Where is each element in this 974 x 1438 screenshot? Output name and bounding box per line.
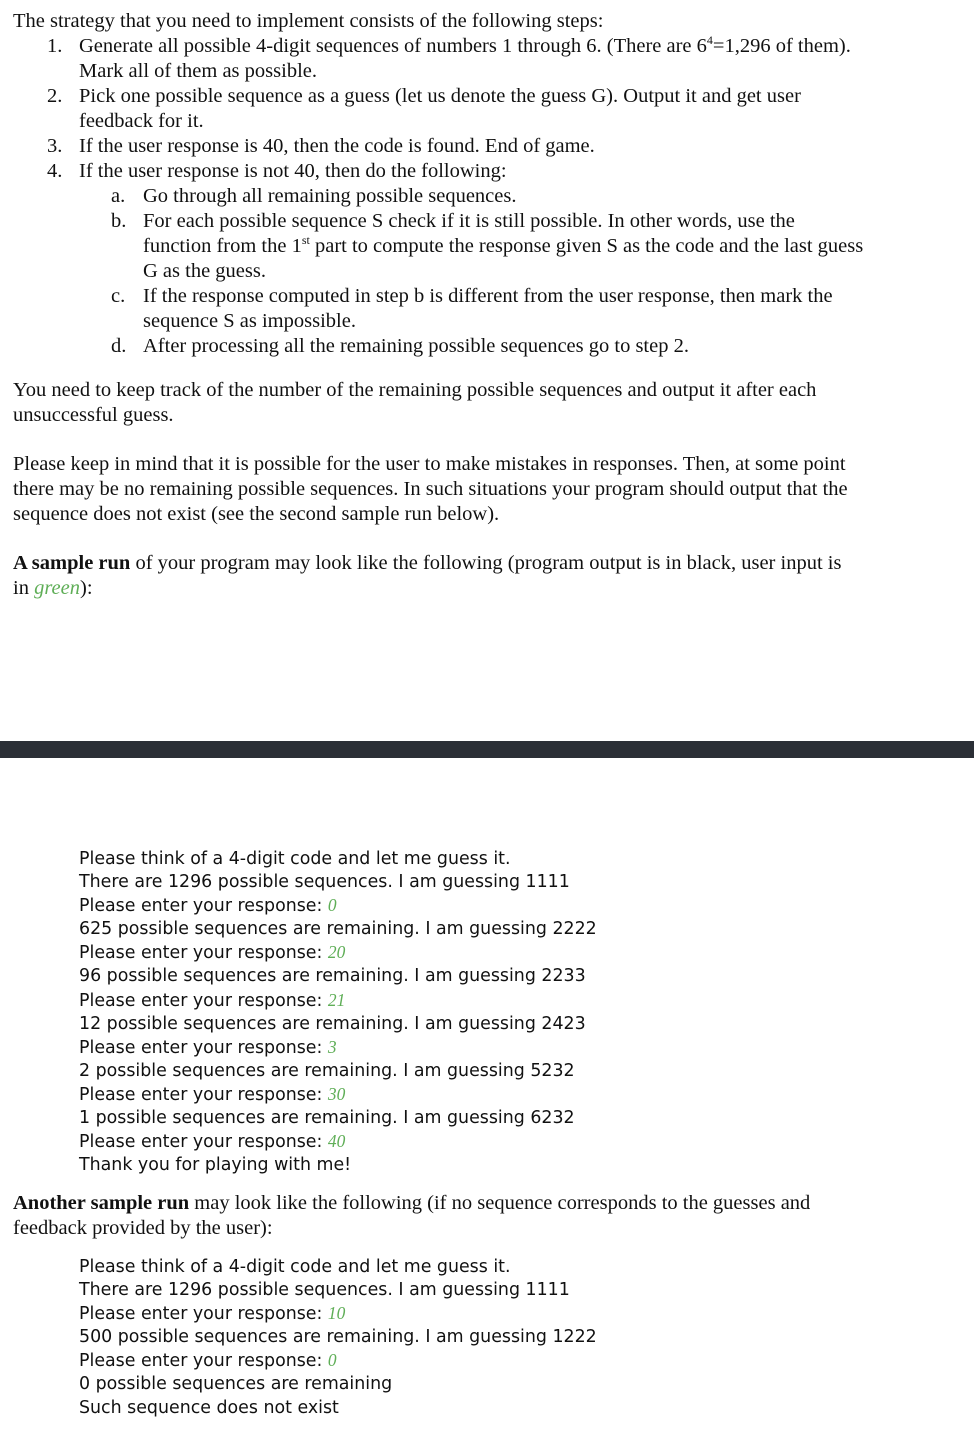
step-1-line-1: Generate all possible 4-digit sequences of numbers 1 through 6. (There are $6^4=1,296$ of them). — [79, 33, 851, 57]
user-input: 20 — [327, 942, 346, 963]
program-output: There are 1296 possible sequences. I am guessing 1111 — [79, 872, 570, 893]
substep-marker: d. — [111, 335, 127, 357]
substep-c-line-2: sequence S as impossible. — [143, 310, 356, 332]
step-marker: 4. — [47, 160, 63, 182]
paragraph-tracking-line-2: unsuccessful guess. — [13, 404, 174, 426]
substep-marker: b. — [111, 210, 127, 232]
transcript-line — [79, 1302, 597, 1326]
transcript-line — [79, 918, 597, 941]
transcript-line — [79, 894, 597, 918]
program-output: 1 possible sequences are remaining. I am guessing 6232 — [79, 1108, 575, 1129]
step-2-line-2: feedback for it. — [79, 110, 204, 132]
step-4-line-1: If the user response is not 40, then do the following: — [79, 160, 507, 182]
transcript-line — [79, 1256, 597, 1279]
paragraph-mistakes-line-1: Please keep in mind that it is possible for the user to make mistakes in responses. Then, at some point — [13, 453, 846, 475]
program-output: Please enter your response: — [79, 943, 328, 964]
transcript-line — [79, 1279, 597, 1302]
program-output: Please enter your response: — [79, 990, 328, 1011]
program-output: Thank you for playing with me! — [79, 1155, 352, 1176]
sample-run-heading-line-2: in green): — [13, 577, 93, 599]
user-input: 0 — [327, 1350, 337, 1371]
transcript-line — [79, 965, 597, 988]
substep-c-line-1: If the response computed in step b is different from the user response, then mark the — [143, 285, 833, 307]
program-output: Please enter your response: — [79, 896, 328, 917]
user-input: 0 — [327, 895, 337, 916]
program-output: 625 possible sequences are remaining. I am guessing 2222 — [79, 919, 597, 940]
program-output: 0 possible sequences are remaining — [79, 1374, 393, 1395]
transcript-line — [79, 1036, 597, 1060]
transcript-line — [79, 1397, 597, 1420]
transcript-line — [79, 1373, 597, 1396]
substep-marker: a. — [111, 185, 126, 207]
transcript-line — [79, 989, 597, 1013]
transcript-line — [79, 871, 597, 894]
paragraph-tracking-line-1: You need to keep track of the number of the remaining possible sequences and output it after each — [13, 379, 817, 401]
user-input: 3 — [327, 1036, 337, 1057]
substep-a-line-1: Go through all remaining possible sequences. — [143, 185, 517, 207]
paragraph-mistakes-line-2: there may be no remaining possible sequences. In such situations your program should output that the — [13, 478, 848, 500]
program-output: Please enter your response: — [79, 1132, 328, 1153]
program-output: Please enter your response: — [79, 1351, 328, 1372]
substep-b-line-1: For each possible sequence S check if it is still possible. In other words, use the — [143, 210, 795, 232]
sample-run-2-transcript — [79, 1256, 597, 1420]
transcript-line — [79, 1083, 597, 1107]
substep-b-line-3: G as the guess. — [143, 260, 266, 282]
transcript-line — [79, 1013, 597, 1036]
substep-b-line-2: function from the 1st part to compute the response given S as the code and the last guess — [143, 233, 864, 257]
transcript-line — [79, 1107, 597, 1130]
transcript-line — [79, 1326, 597, 1349]
step-2-line-1: Pick one possible sequence as a guess (let us denote the guess G). Output it and get user — [79, 85, 801, 107]
user-input: 30 — [327, 1083, 346, 1104]
substep-marker: c. — [111, 285, 126, 307]
page-divider — [0, 741, 974, 758]
transcript-line — [79, 848, 597, 871]
program-output: 500 possible sequences are remaining. I am guessing 1222 — [79, 1327, 597, 1348]
program-output: 2 possible sequences are remaining. I am guessing 5232 — [79, 1060, 575, 1081]
step-1-line-2: Mark all of them as possible. — [79, 60, 317, 82]
step-marker: 2. — [47, 85, 63, 107]
transcript-line — [79, 1060, 597, 1083]
program-output: Please think of a 4-digit code and let me guess it. — [79, 1257, 511, 1277]
program-output: Such sequence does not exist — [79, 1397, 339, 1418]
sample-run-1-transcript — [79, 848, 597, 1177]
another-sample-run-heading: Another sample run may look like the following (if no sequence corresponds to the guesses and — [13, 1192, 811, 1214]
program-output: Please enter your response: — [79, 1304, 328, 1325]
program-output: Please enter your response: — [79, 1037, 328, 1058]
transcript-line — [79, 1349, 597, 1373]
user-input: 21 — [327, 989, 346, 1010]
user-input: 40 — [327, 1131, 346, 1152]
another-sample-run-heading-line-2: feedback provided by the user): — [13, 1217, 273, 1239]
step-3-line-1: If the user response is 40, then the code is found. End of game. — [79, 135, 595, 157]
step-marker: 3. — [47, 135, 63, 157]
program-output: 12 possible sequences are remaining. I am guessing 2423 — [79, 1013, 586, 1034]
intro-text: The strategy that you need to implement consists of the following steps: — [13, 10, 604, 32]
sample-run-heading: A sample run of your program may look like the following (program output is in black, user input is — [13, 552, 842, 574]
transcript-line — [79, 1154, 597, 1177]
program-output: 96 possible sequences are remaining. I am guessing 2233 — [79, 966, 586, 987]
program-output: There are 1296 possible sequences. I am guessing 1111 — [79, 1280, 570, 1301]
paragraph-mistakes-line-3: sequence does not exist (see the second sample run below). — [13, 503, 500, 525]
transcript-line — [79, 1130, 597, 1154]
program-output: Please enter your response: — [79, 1084, 328, 1105]
substep-d-line-1: After processing all the remaining possible sequences go to step 2. — [143, 335, 689, 357]
transcript-line — [79, 941, 597, 965]
program-output: Please think of a 4-digit code and let me guess it. — [79, 849, 511, 869]
user-input: 10 — [327, 1303, 346, 1324]
step-marker: 1. — [47, 35, 63, 57]
